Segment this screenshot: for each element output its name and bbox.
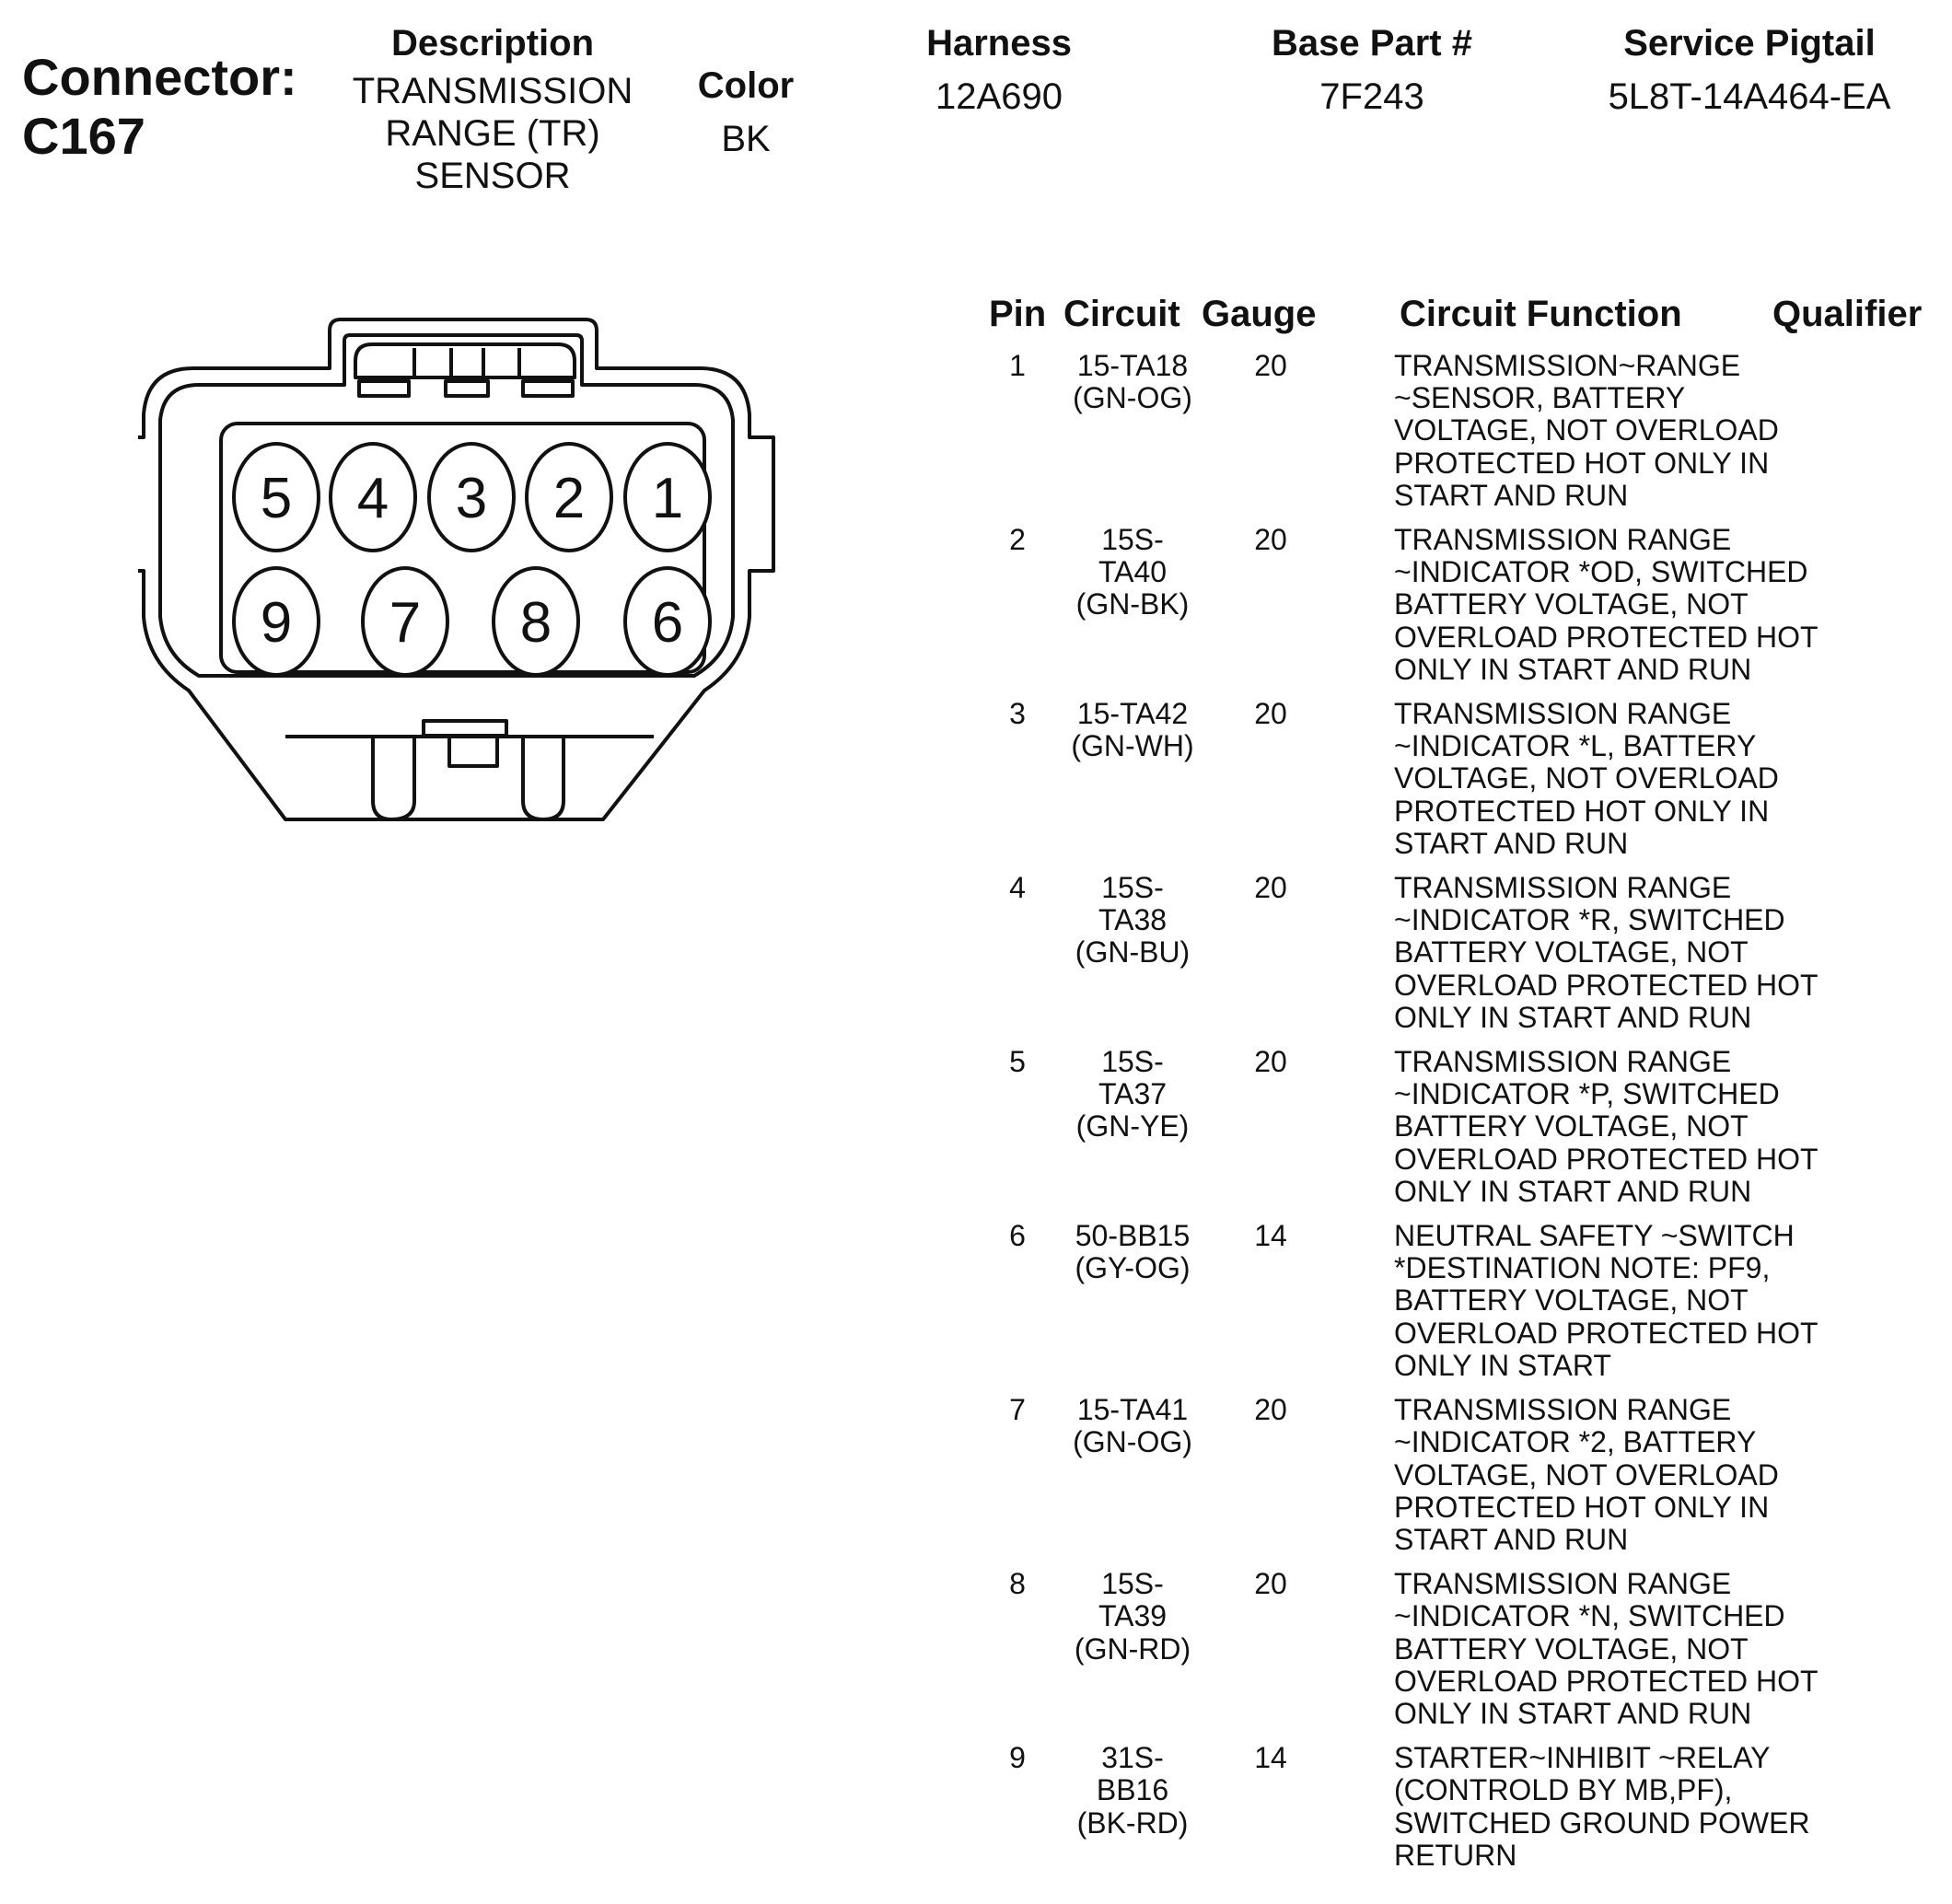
- pin-cell: 6: [1009, 1219, 1026, 1253]
- gauge-cell: 20: [1254, 1393, 1287, 1427]
- description-label: Description: [390, 23, 595, 64]
- gauge-cell: 14: [1254, 1219, 1287, 1253]
- table-row: [985, 1568, 1943, 1730]
- circuit-cell: 15S- TA40 (GN-BK): [1075, 523, 1190, 621]
- qualifier-header: Qualifier: [1772, 294, 1923, 334]
- harness-column: [898, 22, 1100, 118]
- latch-tab-left: [359, 381, 409, 396]
- bottom-key: [424, 721, 506, 736]
- table-row: [985, 524, 1943, 686]
- circuit-cell: 15S- TA39 (GN-RD): [1074, 1567, 1191, 1666]
- pin-cell: 4: [1009, 871, 1026, 905]
- table-row: [985, 1220, 1943, 1382]
- cavity-label-6: 6: [651, 591, 684, 655]
- pin-cell: 5: [1009, 1045, 1026, 1079]
- base-part-label: Base Part #: [1272, 23, 1472, 64]
- harness-value: 12A690: [935, 76, 1063, 117]
- pin-cell: 7: [1009, 1393, 1026, 1427]
- color-column: [672, 64, 819, 160]
- cavity-label-2: 2: [552, 467, 586, 530]
- service-pigtail-value: 5L8T-14A464-EA: [1608, 76, 1891, 117]
- bottom-foot-right: [523, 737, 564, 819]
- table-row: [985, 1394, 1943, 1556]
- pin-cell: 3: [1009, 697, 1026, 731]
- cavity-label-9: 9: [260, 591, 293, 655]
- pin-table: [985, 350, 1943, 1884]
- gauge-cell: 20: [1254, 349, 1287, 382]
- cavity-label-8: 8: [519, 591, 552, 655]
- base-part-value: 7F243: [1319, 76, 1424, 117]
- connector-label: Connector:: [22, 48, 297, 106]
- circuit-cell: 15S- TA38 (GN-BU): [1075, 871, 1191, 969]
- table-row: [985, 1742, 1943, 1872]
- circuit-cell: 31S- BB16 (BK-RD): [1076, 1741, 1189, 1840]
- cavity-label-5: 5: [260, 467, 293, 530]
- connector-id: C167: [22, 107, 145, 165]
- gauge-cell: 20: [1254, 1567, 1287, 1601]
- table-row: [985, 1046, 1943, 1208]
- harness-label: Harness: [926, 23, 1072, 64]
- color-value: BK: [721, 119, 771, 159]
- pin-cell: 1: [1009, 349, 1026, 382]
- description-column: [331, 22, 654, 197]
- cavity-label-1: 1: [651, 467, 684, 530]
- bottom-center-slot: [449, 737, 497, 766]
- gauge-cell: 14: [1254, 1741, 1287, 1775]
- gauge-header: Gauge: [1202, 294, 1317, 334]
- circuit-cell: 15-TA41 (GN-OG): [1073, 1393, 1192, 1459]
- table-row: [985, 872, 1943, 1034]
- cavity-label-3: 3: [455, 467, 488, 530]
- connector-title: [22, 48, 297, 166]
- pin-cell: 2: [1009, 523, 1026, 557]
- circuit-function-header: Circuit Function: [1400, 294, 1682, 334]
- function-cell: TRANSMISSION RANGE ~INDICATOR *OD, SWITCHED BATTERY VOLTAGE, NOT OVERLOAD PROTECTED HOT ONLY IN START AND RUN: [1394, 523, 1818, 686]
- circuit-cell: 15S- TA37 (GN-YE): [1075, 1045, 1190, 1144]
- latch-outline: [355, 344, 575, 377]
- function-cell: NEUTRAL SAFETY ~SWITCH *DESTINATION NOTE: PF9, BATTERY VOLTAGE, NOT OVERLOAD PROTECTED HOT ONLY IN START: [1394, 1219, 1818, 1382]
- circuit-cell: 15-TA18 (GN-OG): [1073, 349, 1192, 415]
- function-cell: TRANSMISSION~RANGE ~SENSOR, BATTERY VOLTAGE, NOT OVERLOAD PROTECTED HOT ONLY IN START AND RUN: [1394, 349, 1779, 512]
- pin-cell: 8: [1009, 1567, 1026, 1601]
- service-pigtail-column: [1584, 22, 1915, 118]
- function-cell: TRANSMISSION RANGE ~INDICATOR *N, SWITCHED BATTERY VOLTAGE, NOT OVERLOAD PROTECTED HOT ONLY IN START AND RUN: [1394, 1567, 1818, 1730]
- pin-cell: 9: [1009, 1741, 1026, 1775]
- gauge-cell: 20: [1254, 871, 1287, 905]
- base-part-column: [1252, 22, 1492, 118]
- circuit-cell: 15-TA42 (GN-WH): [1071, 697, 1194, 763]
- function-cell: TRANSMISSION RANGE ~INDICATOR *L, BATTERY VOLTAGE, NOT OVERLOAD PROTECTED HOT ONLY IN START AND RUN: [1394, 697, 1779, 860]
- cavity-label-4: 4: [356, 467, 389, 530]
- circuit-cell: 50-BB15 (GY-OG): [1075, 1219, 1191, 1285]
- table-row: [985, 698, 1943, 860]
- latch-tab-mid: [446, 381, 488, 396]
- service-pigtail-label: Service Pigtail: [1623, 23, 1876, 64]
- circuit-header: Circuit: [1063, 294, 1180, 334]
- gauge-cell: 20: [1254, 523, 1287, 557]
- gauge-cell: 20: [1254, 1045, 1287, 1079]
- table-row: [985, 350, 1943, 512]
- function-cell: TRANSMISSION RANGE ~INDICATOR *R, SWITCHED BATTERY VOLTAGE, NOT OVERLOAD PROTECTED HOT ONLY IN START AND RUN: [1394, 871, 1818, 1034]
- cavity-label-7: 7: [389, 591, 422, 655]
- pin-header: Pin: [989, 294, 1047, 334]
- gauge-cell: 20: [1254, 697, 1287, 731]
- function-cell: STARTER~INHIBIT ~RELAY (CONTROLD BY MB,PF), SWITCHED GROUND POWER RETURN: [1394, 1741, 1810, 1872]
- color-label: Color: [697, 65, 795, 106]
- connector-face-diagram: [138, 304, 819, 838]
- function-cell: TRANSMISSION RANGE ~INDICATOR *P, SWITCHED BATTERY VOLTAGE, NOT OVERLOAD PROTECTED HOT ONLY IN START AND RUN: [1394, 1045, 1818, 1208]
- cavities: [234, 444, 710, 675]
- description-value: TRANSMISSION RANGE (TR) SENSOR: [352, 71, 633, 196]
- bottom-foot-left: [373, 737, 414, 819]
- latch-tab-right: [523, 381, 573, 396]
- function-cell: TRANSMISSION RANGE ~INDICATOR *2, BATTERY VOLTAGE, NOT OVERLOAD PROTECTED HOT ONLY IN START AND RUN: [1394, 1393, 1779, 1556]
